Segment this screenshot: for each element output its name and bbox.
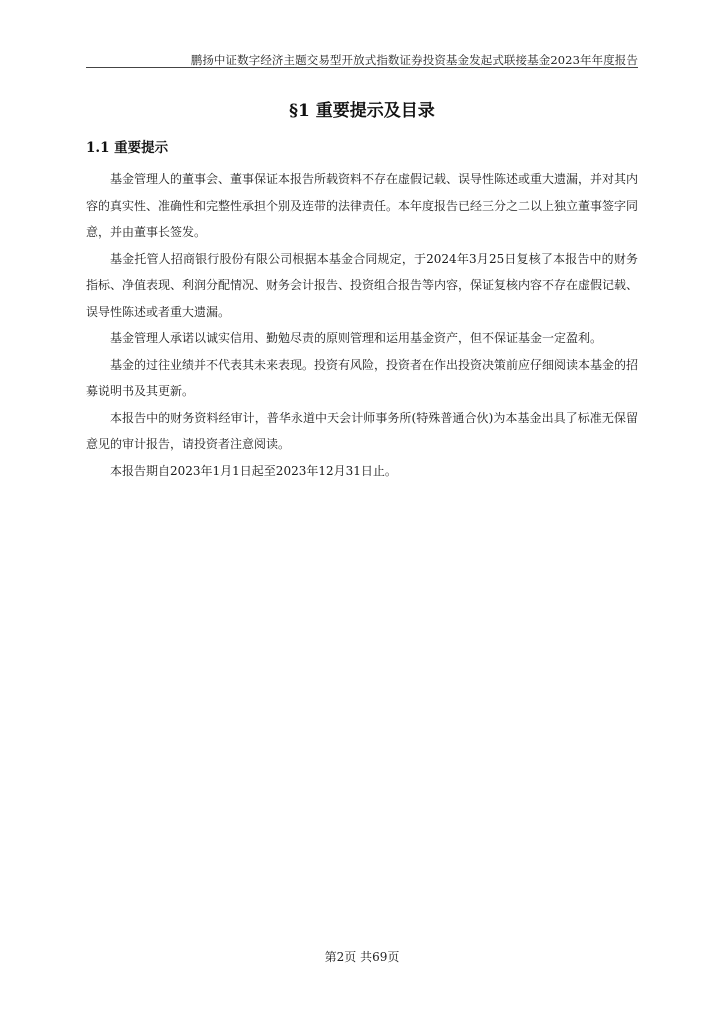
paragraph-board-statement: 基金管理人的董事会、董事保证本报告所载资料不存在虚假记载、误导性陈述或重大遗漏，并对其内容的真实性、准确性和完整性承担个别及连带的法律责任。本年度报告已经三分之二以上独立董事签字同意，并由董事长签发。 [86, 172, 639, 239]
paragraph-audit-statement: 本报告中的财务资料经审计，普华永道中天会计师事务所(特殊普通合伙)为本基金出具了标准无保留意见的审计报告，请投资者注意阅读。 [86, 410, 638, 451]
body-text [86, 166, 638, 484]
page-number: 第2页 共69页 [324, 950, 400, 964]
paragraph-risk-warning: 基金的过往业绩并不代表其未来表现。投资有风险，投资者在作出投资决策前应仔细阅读本基金的招募说明书及其更新。 [86, 357, 639, 398]
section-title: §1 重要提示及目录 [289, 101, 435, 121]
paragraph-custodian-review: 基金托管人招商银行股份有限公司根据本基金合同规定，于2024年3月25日复核了本报告中的财务指标、净值表现、利润分配情况、财务会计报告、投资组合报告等内容，保证复核内容不存在虚假记载、误导性陈述或者重大遗漏。 [86, 251, 639, 319]
subsection-title: 1.1 重要提示 [86, 140, 169, 156]
header-divider [86, 67, 638, 68]
paragraph-manager-commitment: 基金管理人承诺以诚实信用、勤勉尽责的原则管理和运用基金资产，但不保证基金一定盈利。 [110, 331, 603, 345]
running-header: 鹏扬中证数字经济主题交易型开放式指数证券投资基金发起式联接基金2023年年度报告 [190, 53, 638, 67]
paragraph-report-period: 本报告期自2023年1月1日起至2023年12月31日止。 [110, 463, 397, 478]
